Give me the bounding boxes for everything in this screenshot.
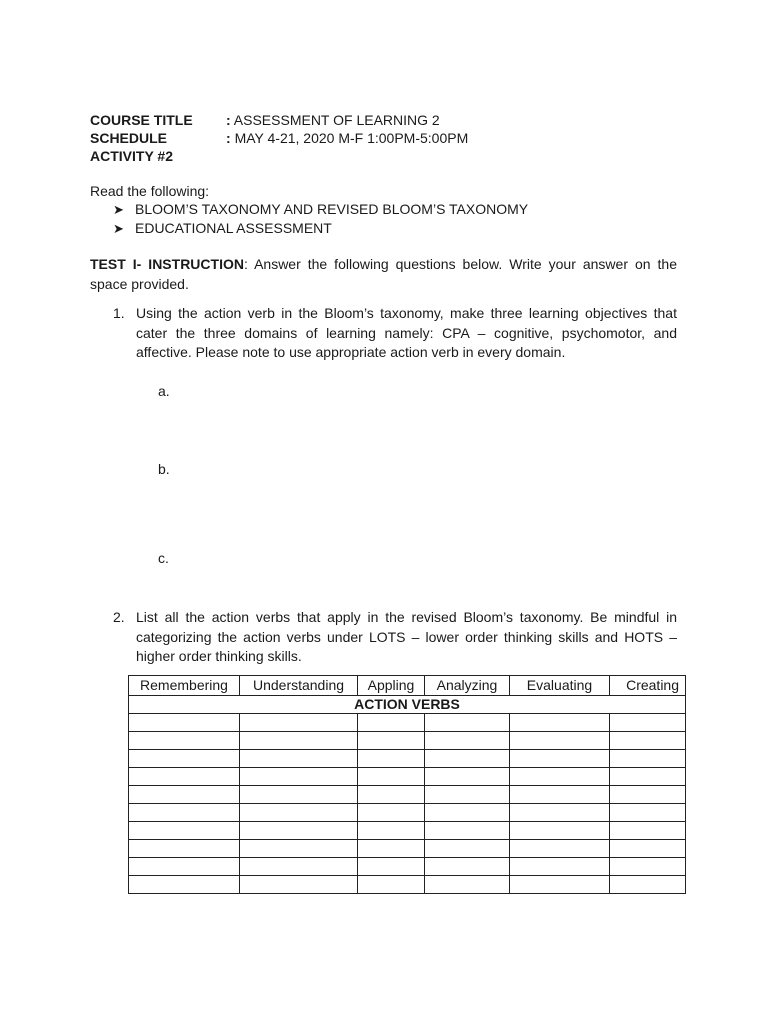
answer-cell[interactable] <box>129 876 240 894</box>
table-row <box>129 714 686 732</box>
reading-item-text: EDUCATIONAL ASSESSMENT <box>135 220 332 236</box>
reading-item <box>113 219 332 238</box>
answer-cell[interactable] <box>510 714 610 732</box>
answer-cell[interactable] <box>510 804 610 822</box>
answer-label-b: b. <box>158 461 170 477</box>
answer-cell[interactable] <box>425 840 510 858</box>
answer-cell[interactable] <box>129 768 240 786</box>
instruction-label: TEST I- INSTRUCTION <box>90 256 244 272</box>
arrowhead-bullet-icon: ➤ <box>113 221 124 236</box>
schedule-colon: : <box>226 130 231 146</box>
course-title-label: COURSE TITLE <box>90 112 193 128</box>
answer-cell[interactable] <box>358 822 425 840</box>
answer-cell[interactable] <box>610 714 686 732</box>
answer-cell[interactable] <box>240 822 358 840</box>
table-row <box>129 768 686 786</box>
answer-cell[interactable] <box>610 732 686 750</box>
answer-cell[interactable] <box>358 804 425 822</box>
answer-label-a: a. <box>158 383 170 399</box>
table-row <box>129 822 686 840</box>
answer-cell[interactable] <box>510 858 610 876</box>
answer-cell[interactable] <box>425 714 510 732</box>
answer-cell[interactable] <box>129 822 240 840</box>
question-number: 1. <box>113 305 125 321</box>
answer-cell[interactable] <box>425 822 510 840</box>
answer-cell[interactable] <box>610 750 686 768</box>
answer-cell[interactable] <box>425 858 510 876</box>
answer-cell[interactable] <box>129 858 240 876</box>
schedule-label: SCHEDULE <box>90 130 168 146</box>
answer-cell[interactable] <box>358 786 425 804</box>
answer-cell[interactable] <box>610 768 686 786</box>
answer-cell[interactable] <box>240 732 358 750</box>
answer-cell[interactable] <box>240 714 358 732</box>
answer-cell[interactable] <box>425 750 510 768</box>
answer-cell[interactable] <box>240 750 358 768</box>
answer-cell[interactable] <box>425 732 510 750</box>
answer-cell[interactable] <box>240 876 358 894</box>
answer-cell[interactable] <box>358 858 425 876</box>
schedule-row <box>90 129 468 147</box>
table-row <box>129 750 686 768</box>
column-header: Remembering <box>129 676 240 696</box>
column-header: Evaluating <box>510 676 610 696</box>
column-header: Analyzing <box>425 676 510 696</box>
course-title-row <box>90 111 440 129</box>
answer-cell[interactable] <box>610 786 686 804</box>
answer-cell[interactable] <box>358 768 425 786</box>
action-verbs-table <box>128 675 686 894</box>
table-row <box>129 786 686 804</box>
arrowhead-bullet-icon: ➤ <box>113 202 124 217</box>
column-header: Understanding <box>240 676 358 696</box>
answer-cell[interactable] <box>358 732 425 750</box>
table-row <box>129 840 686 858</box>
answer-cell[interactable] <box>610 822 686 840</box>
answer-cell[interactable] <box>240 768 358 786</box>
reading-intro: Read the following: <box>90 183 210 199</box>
answer-cell[interactable] <box>610 858 686 876</box>
table-row <box>129 804 686 822</box>
answer-cell[interactable] <box>610 804 686 822</box>
table-header-row <box>129 676 686 696</box>
answer-cell[interactable] <box>425 876 510 894</box>
answer-cell[interactable] <box>510 768 610 786</box>
table-row <box>129 732 686 750</box>
table-row <box>129 876 686 894</box>
answer-cell[interactable] <box>510 876 610 894</box>
column-header: Creating <box>610 676 686 696</box>
answer-cell[interactable] <box>358 840 425 858</box>
answer-cell[interactable] <box>610 840 686 858</box>
reading-item <box>113 200 528 219</box>
answer-cell[interactable] <box>358 750 425 768</box>
table-title: ACTION VERBS <box>129 696 686 714</box>
activity-row <box>90 147 173 165</box>
activity-label: ACTIVITY #2 <box>90 148 173 164</box>
answer-cell[interactable] <box>610 876 686 894</box>
answer-label-c: c. <box>158 550 169 566</box>
reading-item-text: BLOOM’S TAXONOMY AND REVISED BLOOM’S TAXONOMY <box>135 201 529 217</box>
instruction-text: : Answer the following questions below. Write your answer on the space provided. <box>90 256 677 292</box>
answer-cell[interactable] <box>358 876 425 894</box>
table-title-row <box>129 696 686 714</box>
answer-cell[interactable] <box>425 768 510 786</box>
answer-cell[interactable] <box>240 804 358 822</box>
answer-cell[interactable] <box>510 750 610 768</box>
course-title-value: ASSESSMENT OF LEARNING 2 <box>233 112 440 128</box>
answer-cell[interactable] <box>240 786 358 804</box>
answer-cell[interactable] <box>510 732 610 750</box>
answer-cell[interactable] <box>240 858 358 876</box>
answer-cell[interactable] <box>129 786 240 804</box>
schedule-value: MAY 4-21, 2020 M-F 1:00PM-5:00PM <box>234 130 469 146</box>
course-title-colon: : <box>226 112 231 128</box>
answer-cell[interactable] <box>510 840 610 858</box>
question-number: 2. <box>113 609 125 625</box>
answer-cell[interactable] <box>129 714 240 732</box>
answer-cell[interactable] <box>240 840 358 858</box>
question-text: List all the action verbs that apply in the revised Bloom’s taxonomy. Be mindful in categorizing the action verbs under LOTS – lower order thinking skills and HOTS – higher order thinking skills. <box>136 609 677 664</box>
answer-cell[interactable] <box>129 804 240 822</box>
answer-cell[interactable] <box>129 732 240 750</box>
question-text: Using the action verb in the Bloom’s taxonomy, make three learning objectives that cater the three domains of learning namely: CPA – cognitive, psychomotor, and affective. Please note to use appropriate action verb in every domain. <box>136 305 677 360</box>
table-row <box>129 858 686 876</box>
answer-cell[interactable] <box>425 804 510 822</box>
answer-cell[interactable] <box>510 786 610 804</box>
answer-cell[interactable] <box>129 840 240 858</box>
answer-cell[interactable] <box>510 822 610 840</box>
answer-cell[interactable] <box>425 786 510 804</box>
answer-cell[interactable] <box>358 714 425 732</box>
test-instruction <box>90 255 677 294</box>
column-header: Appling <box>358 676 425 696</box>
answer-rows <box>129 714 686 894</box>
answer-cell[interactable] <box>129 750 240 768</box>
